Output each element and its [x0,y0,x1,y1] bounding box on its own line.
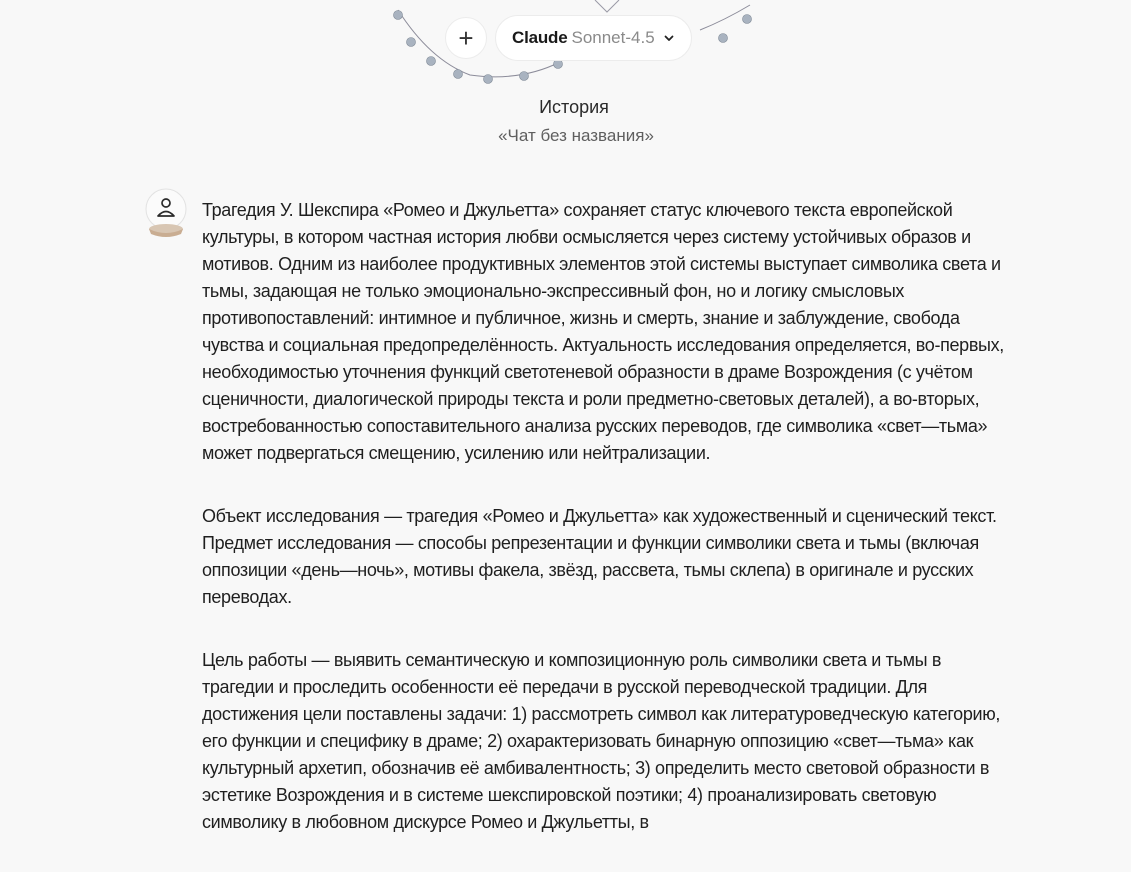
chat-title[interactable]: «Чат без названия» [498,126,654,145]
message-paragraph: Объект исследования — трагедия «Ромео и Джульетта» как художественный и сценический текст. Предмет исследования — способы репрезентации и функции символики света и тьмы (включая оппозиции «день—ночь», мотивы факела, звёзд, рассвета, тьмы склепа) в оригинале и русских переводах. [202,506,997,607]
composer-toolbar [445,14,692,62]
user-snowglobe-icon [142,187,190,239]
message-paragraph: Цель работы — выявить семантическую и композиционную роль символики света и тьмы в трагедии и проследить особенности её передачи в русской переводческой традиции. Для достижения цели поставлены задачи: 1) рассмотреть символ как литературоведческую категорию, его функции и специфику в драме; 2) охарактеризовать бинарную оппозицию «свет—тьма» как культурный архетип, обозначив её амбивалентность; 3) определить место световой образности в эстетике Возрождения и в системе шекспировской поэтики; 4) проанализировать световую символику в любовном дискурсе Ромео и Джульетты, в [202,650,1001,832]
add-button[interactable] [445,17,487,59]
assistant-message [202,197,1012,872]
plus-icon: + [458,22,474,53]
chevron-down-icon [663,32,675,44]
message-paragraph: Трагедия У. Шекспира «Ромео и Джульетта» сохраняет статус ключевого текста европейской культуры, в котором частная история любви осмысляется через систему устойчивых образов и мотивов. Одним из наиболее продуктивных элементов этой системы выступает символика света и тьмы, задающая не только эмоционально-экспрессивный фон, но и логику смысловых противопоставлений: интимное и публичное, жизнь и смерть, знание и заблуждение, свобода чувства и социальная предопределённость. Актуальность исследования определяется, во-первых, необходимостью уточнения функций светотеневой образности в драме Возрождения (с учётом сценичности, диалогической природы текста и роли предметно-световых деталей), а во-вторых, востребованностью сопоставительного анализа русских переводов, где символика «свет—тьма» может подвергаться смещению, усилению или нейтрализации. [202,200,1004,463]
model-selector[interactable] [495,15,692,61]
history-label[interactable]: История [539,97,609,117]
model-version: Sonnet-4.5 [571,28,655,47]
model-name: Claude [512,28,568,47]
